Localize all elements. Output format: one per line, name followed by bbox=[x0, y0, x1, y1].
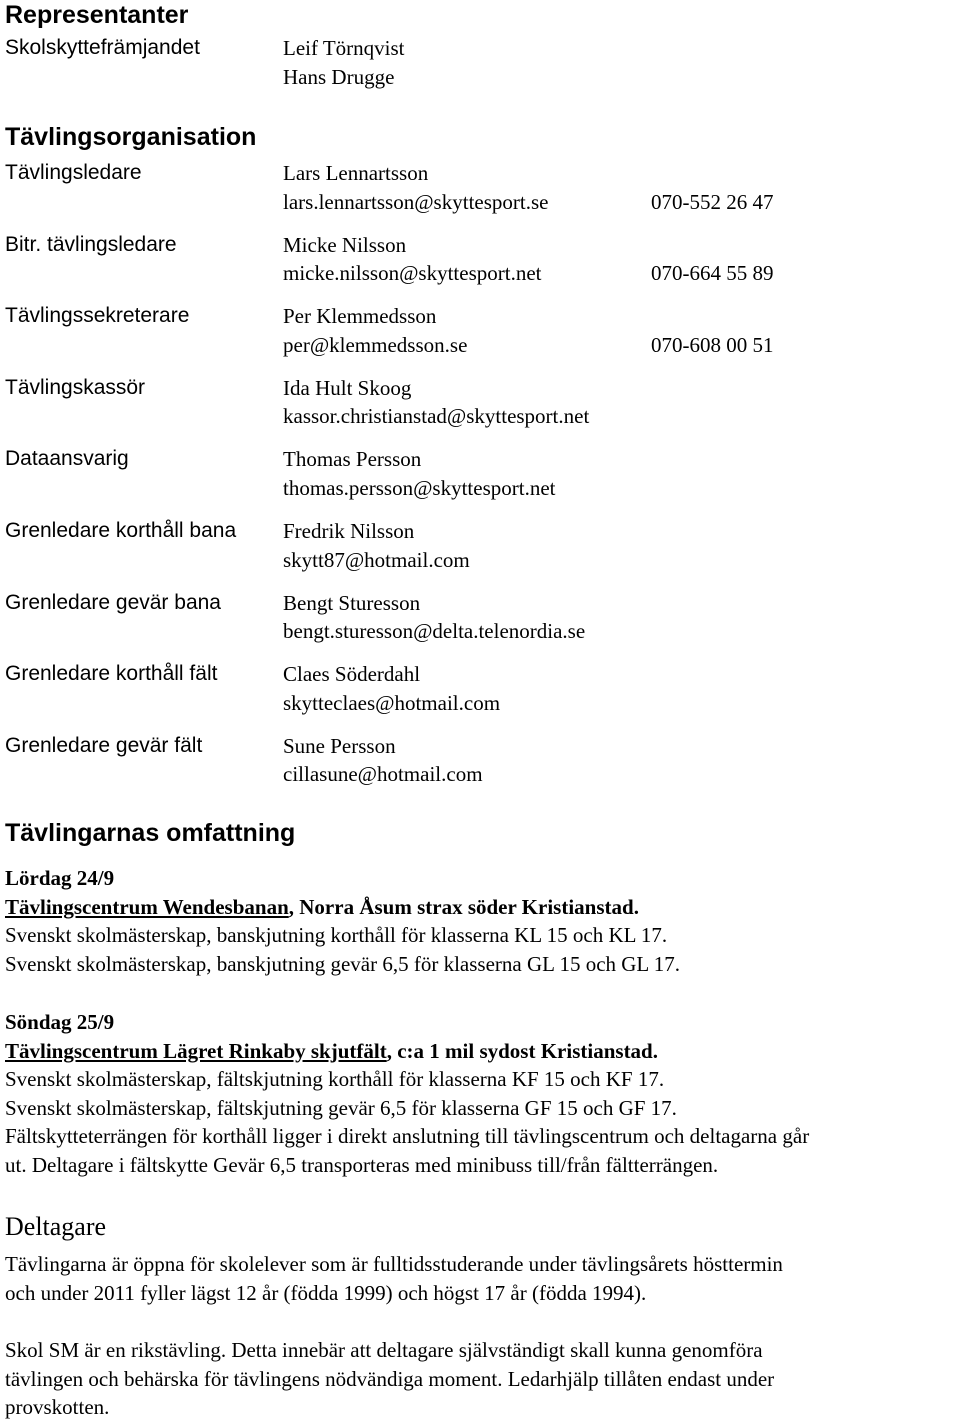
role-label: Grenledare gevär bana bbox=[5, 590, 221, 614]
organisation-heading: Tävlingsorganisation bbox=[5, 123, 257, 151]
representanter-heading: Representanter bbox=[5, 1, 189, 29]
email-link[interactable]: kassor.christianstad@skyttesport.net bbox=[283, 404, 590, 429]
person-name: Claes Söderdahl bbox=[283, 662, 421, 687]
organisation-row bbox=[5, 445, 955, 502]
sunday-venue-text: , c:a 1 mil sydost Kristianstad. bbox=[386, 1038, 658, 1063]
representant-row bbox=[5, 34, 955, 91]
deltagare-para2 bbox=[5, 1336, 960, 1422]
role-label: Grenledare gevär fält bbox=[5, 733, 203, 757]
email-line bbox=[283, 259, 955, 288]
sunday-line: Svenskt skolmästerskap, fältskjutning korthåll för klasserna KF 15 och KF 17. bbox=[5, 1067, 665, 1092]
sunday-day: Söndag 25/9 bbox=[5, 1010, 115, 1034]
organisation-row bbox=[5, 231, 955, 288]
email-line bbox=[283, 188, 955, 217]
saturday-section bbox=[5, 864, 960, 978]
email-line bbox=[283, 617, 955, 646]
organisation-row bbox=[5, 159, 955, 216]
email-line bbox=[283, 689, 955, 718]
email-link[interactable]: bengt.sturesson@delta.telenordia.se bbox=[283, 619, 586, 644]
representant-name: Hans Drugge bbox=[283, 64, 395, 89]
organisation-row bbox=[5, 374, 955, 431]
person-name: Ida Hult Skoog bbox=[283, 375, 412, 400]
deltagare-line: provskotten. bbox=[5, 1395, 110, 1420]
deltagare-line: Tävlingarna är öppna för skolelever som är fulltidsstuderande under tävlingsårets hösttermin bbox=[5, 1252, 783, 1276]
organisation-row bbox=[5, 517, 955, 574]
email-link[interactable]: cillasune@hotmail.com bbox=[283, 762, 483, 787]
email-line bbox=[283, 546, 955, 575]
saturday-venue-text: , Norra Åsum strax söder Kristianstad. bbox=[288, 894, 639, 919]
person-name: Thomas Persson bbox=[283, 447, 422, 472]
deltagare-line: och under 2011 fyller lägst 12 år (födda 1999) och högst 17 år (födda 1994). bbox=[5, 1280, 647, 1305]
person-name: Sune Persson bbox=[283, 733, 396, 758]
email-line bbox=[283, 474, 955, 503]
sunday-venue-link[interactable]: Tävlingscentrum Lägret Rinkaby skjutfält bbox=[5, 1038, 387, 1063]
role-label: Grenledare korthåll bana bbox=[5, 519, 237, 542]
person-name: Micke Nilsson bbox=[283, 232, 407, 257]
sunday-line: ut. Deltagare i fältskytte Gevär 6,5 transporteras med minibuss till/från fältterrängen. bbox=[5, 1152, 719, 1177]
phone-number: 070-664 55 89 bbox=[651, 261, 774, 286]
sunday-line: Svenskt skolmästerskap, fältskjutning gevär 6,5 för klasserna GF 15 och GF 17. bbox=[5, 1095, 677, 1120]
phone-number: 070-608 00 51 bbox=[651, 332, 774, 357]
saturday-venue-link[interactable]: Tävlingscentrum Wendesbanan bbox=[5, 894, 289, 919]
omfattning-heading: Tävlingarnas omfattning bbox=[5, 819, 296, 847]
representant-label: Skolskyttefrämjandet bbox=[5, 36, 200, 59]
saturday-day: Lördag 24/9 bbox=[5, 866, 115, 890]
deltagare-line: Skol SM är en rikstävling. Detta innebär att deltagare självständigt skall kunna genomföra bbox=[5, 1338, 763, 1362]
email-link[interactable]: thomas.persson@skyttesport.net bbox=[283, 475, 556, 500]
role-label: Tävlingssekreterare bbox=[5, 304, 190, 328]
representant-name: Leif Törnqvist bbox=[283, 36, 405, 60]
organisation-row bbox=[5, 589, 955, 646]
saturday-line: Svenskt skolmästerskap, banskjutning gevär 6,5 för klasserna GL 15 och GL 17. bbox=[5, 951, 680, 976]
deltagare-heading: Deltagare bbox=[5, 1212, 107, 1241]
email-line bbox=[283, 402, 955, 431]
role-label: Tävlingskassör bbox=[5, 375, 146, 399]
saturday-line: Svenskt skolmästerskap, banskjutning korthåll för klasserna KL 15 och KL 17. bbox=[5, 923, 668, 948]
person-name: Fredrik Nilsson bbox=[283, 519, 415, 543]
sunday-section bbox=[5, 1008, 960, 1180]
role-label: Dataansvarig bbox=[5, 447, 129, 471]
email-link[interactable]: micke.nilsson@skyttesport.net bbox=[283, 261, 542, 286]
organisation-row bbox=[5, 302, 955, 359]
person-name: Lars Lennartsson bbox=[283, 161, 429, 185]
organisation-row bbox=[5, 660, 955, 717]
deltagare-line: tävlingen och behärska för tävlingens nödvändiga moment. Ledarhjälp tillåten endast under bbox=[5, 1366, 775, 1391]
role-label: Bitr. tävlingsledare bbox=[5, 232, 177, 256]
email-link[interactable]: per@klemmedsson.se bbox=[283, 332, 468, 357]
sunday-line: Fältskytteterrängen för korthåll ligger i direkt anslutning till tävlingscentrum och deltagarna går bbox=[5, 1124, 810, 1149]
email-link[interactable]: lars.lennartsson@skyttesport.se bbox=[283, 189, 549, 214]
email-link[interactable]: skytteclaes@hotmail.com bbox=[283, 690, 501, 715]
email-line bbox=[283, 331, 955, 360]
email-link[interactable]: skytt87@hotmail.com bbox=[283, 547, 470, 572]
email-line bbox=[283, 760, 955, 789]
role-label: Tävlingsledare bbox=[5, 161, 142, 184]
phone-number: 070-552 26 47 bbox=[651, 189, 774, 214]
deltagare-para1 bbox=[5, 1250, 960, 1307]
person-name: Bengt Sturesson bbox=[283, 590, 421, 615]
organisation-row bbox=[5, 732, 955, 789]
person-name: Per Klemmedsson bbox=[283, 304, 437, 329]
role-label: Grenledare korthåll fält bbox=[5, 662, 218, 686]
